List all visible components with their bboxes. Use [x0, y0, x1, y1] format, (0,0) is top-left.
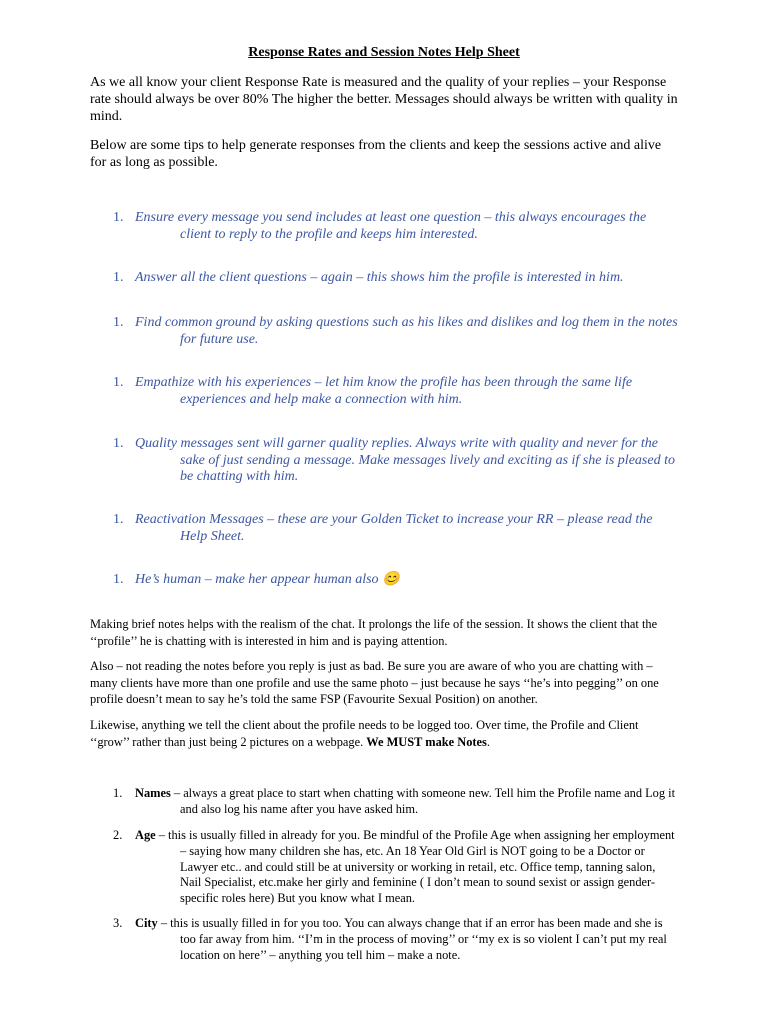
- tip-item: [113, 210, 678, 243]
- note-item: [113, 786, 678, 818]
- note-number: 1.: [113, 786, 123, 800]
- note-text: [113, 828, 678, 907]
- tip-text: He’s human – make her appear human also 😊: [135, 572, 400, 587]
- tip-text: Empathize with his experiences – let him know the profile has been through the same life experiences and help make a connection with him.: [135, 375, 633, 407]
- note-label: Names: [135, 786, 171, 800]
- note-body: – this is usually filled in already for you. Be mindful of the Profile Age when assigning her employment – saying how many children she has, etc. An 18 Year Old Girl is NOT going to be a Doctor or Lawyer etc.. and could still be at university or working in retail, etc. Office temp, tanning salon, Nail Specialist, etc.make her girly and feminine ( I don’t mean to sound sexist or assign gender-specific roles here) But you know what I mean.: [155, 828, 675, 906]
- tip-text: Find common ground by asking questions such as his likes and dislikes and log them in the notes for future use.: [135, 315, 678, 347]
- note-text: [113, 916, 678, 963]
- tip-number: 1.: [113, 270, 124, 285]
- note-item: [113, 916, 678, 963]
- tip-text: Quality messages sent will garner quality replies. Always write with quality and never for the sake of just sending a message. Make messages lively and exciting as if she is pleased to be chatting with him.: [135, 436, 675, 484]
- note-text: [113, 786, 678, 818]
- tip-number: 1.: [113, 375, 124, 390]
- note-label: City: [135, 916, 158, 930]
- notes-intro-paragraph-2: Also – not reading the notes before you reply is just as bad. Be sure you are aware of who you are chatting with – many clients have more than one profile and use the same photo – just because he says ‘‘he’s into pegging’’ on one profile doesn’t mean to say he’s told the same FSP (Favourite Sexual Position) on another.: [90, 659, 659, 706]
- likewise-end: .: [486, 734, 490, 749]
- note-item: [113, 828, 678, 907]
- tip-item: [113, 512, 678, 545]
- tip-number: 1.: [113, 512, 124, 527]
- tip-item: [113, 270, 678, 287]
- notes-intro-paragraph-1: Making brief notes helps with the realism of the chat. It prolongs the life of the session. It shows the client that the ‘‘profile’’ he is chatting with is interested in him and is paying attention.: [90, 617, 658, 648]
- tip-item: [113, 436, 678, 486]
- intro-paragraph-1: As we all know your client Response Rate is measured and the quality of your replies – your Response rate should always be over 80% The higher the better. Messages should always be written with quality in mind.: [90, 75, 678, 124]
- tip-number: 1.: [113, 315, 124, 330]
- tip-item: [113, 375, 678, 408]
- note-label: Age: [135, 828, 156, 842]
- tip-item: [113, 315, 678, 348]
- note-body: – always a great place to start when chatting with someone new. Tell him the Profile name and Log it and also log his name after you have asked him.: [170, 786, 676, 816]
- likewise-paragraph: [90, 717, 680, 750]
- tip-number: 1.: [113, 436, 124, 451]
- intro-paragraph-2: Below are some tips to help generate responses from the clients and keep the sessions active and alive for as long as possible.: [90, 138, 662, 170]
- tip-text: Reactivation Messages – these are your Golden Ticket to increase your RR – please read the Help Sheet.: [135, 512, 653, 544]
- tip-item: [113, 572, 678, 589]
- tip-number: 1.: [113, 210, 124, 225]
- tip-number: 1.: [113, 572, 124, 587]
- note-number: 2.: [113, 828, 123, 842]
- tip-text: Ensure every message you send includes at least one question – this always encourages the client to reply to the profile and keeps him interested.: [135, 210, 647, 242]
- tip-text: Answer all the client questions – again – this shows him the profile is interested in him.: [135, 270, 624, 285]
- likewise-bold-text: We MUST make Notes: [366, 734, 487, 749]
- page-title: Response Rates and Session Notes Help Sheet: [248, 45, 520, 60]
- likewise-text: Likewise, anything we tell the client about the profile needs to be logged too. Over time, the Profile and Client ‘‘grow’’ rather than just being 2 pictures on a webpage.: [90, 718, 639, 749]
- note-number: 3.: [113, 916, 123, 930]
- note-body: – this is usually filled in for you too. You can always change that if an error has been made and she is too far away from him. ‘‘I’m in the process of moving’’ or ‘‘my ex is so violent I can’t put my real location on here’’ – anything you tell him – make a note.: [157, 916, 667, 962]
